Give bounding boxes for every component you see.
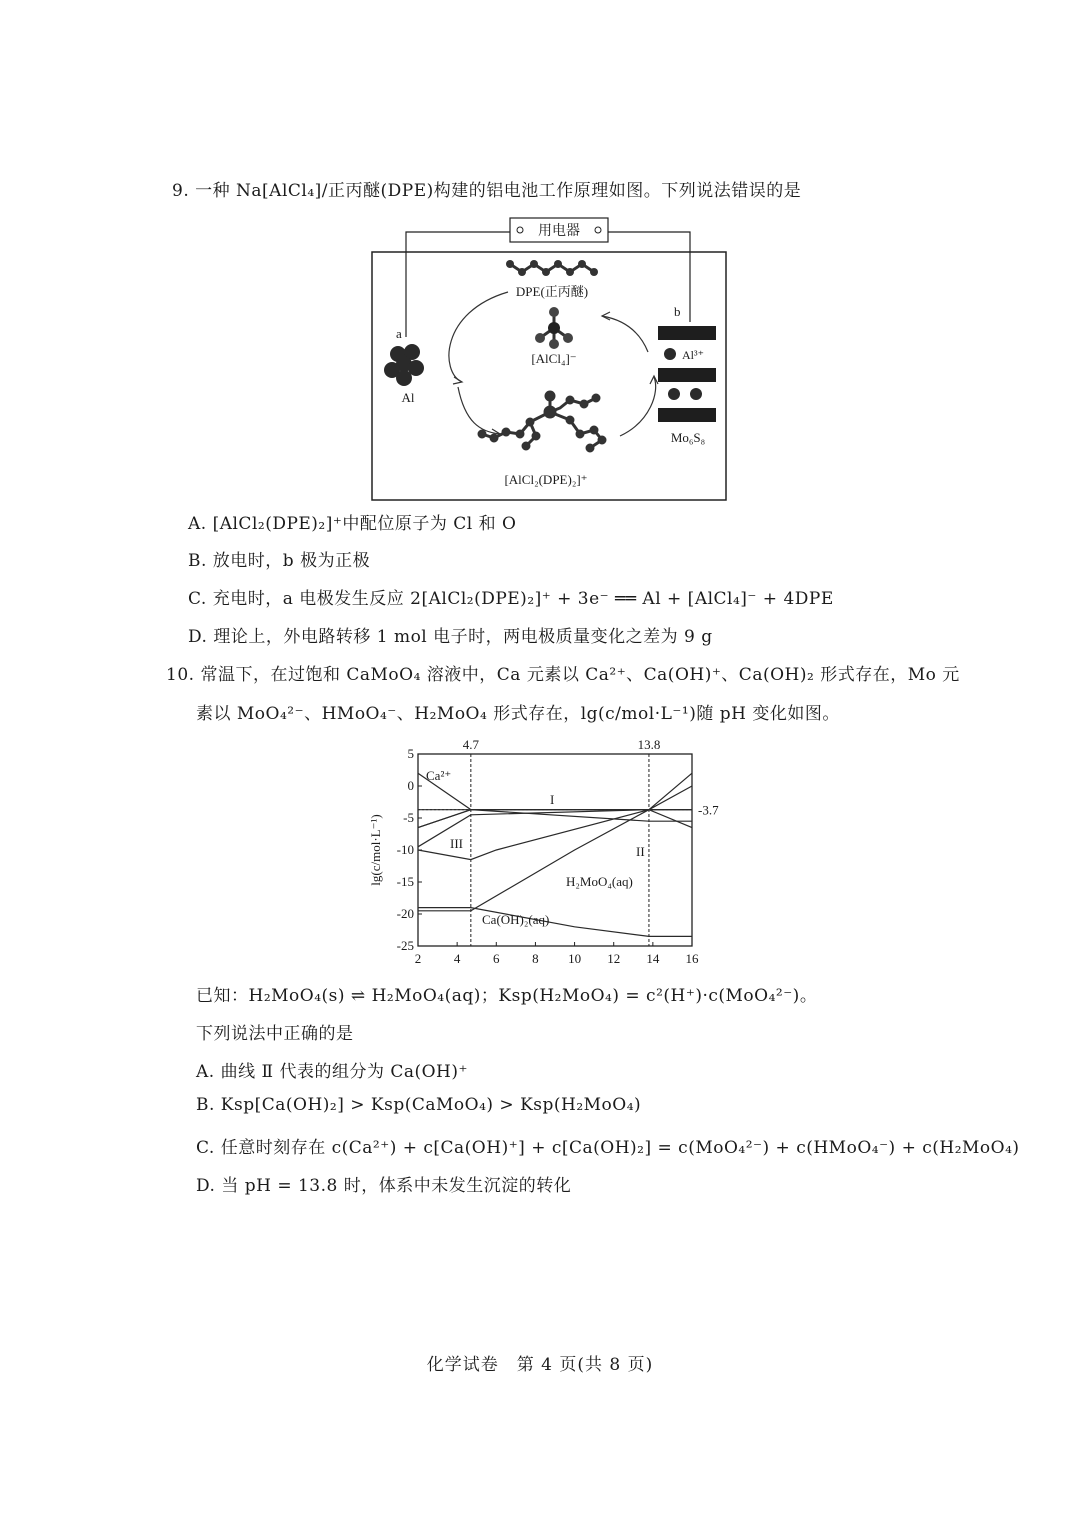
x-tick-label: 2 (414, 951, 422, 966)
arrow-head-1 (453, 377, 462, 384)
arrow-top-right (602, 316, 648, 352)
curve-label: Ca²⁺ (426, 768, 452, 783)
alcl4-molecule (535, 307, 573, 349)
x-tick-label: 12 (607, 951, 621, 966)
curve-label: H₂MoO₄(aq) (566, 874, 633, 889)
curve-label: II (636, 844, 645, 859)
species-chart (360, 732, 740, 984)
y-tick-label: 0 (407, 778, 414, 793)
arrow-top-left (449, 292, 508, 382)
arrow-head-3 (650, 376, 658, 384)
x-tick-label: 14 (646, 951, 660, 966)
y-tick-label: 5 (407, 746, 414, 761)
q10-stem-line1: 10. 常温下，在过饱和 CaMoO₄ 溶液中，Ca 元素以 Ca²⁺、Ca(OH)⁺、Ca(OH)₂ 形式存在，Mo 元 (166, 665, 960, 685)
wire-left (406, 232, 510, 337)
arrow-head-4 (602, 312, 610, 320)
complex-label: [AlCl₂(DPE)₂]⁺ (504, 472, 588, 487)
q9-option-c: C. 充电时，a 电极发生反应 2[AlCl₂(DPE)₂]⁺ + 3e⁻ ══ Al + [AlCl₄]⁻ + 4DPE (188, 589, 834, 609)
q10-option-d: D. 当 pH = 13.8 时，体系中未发生沉淀的转化 (196, 1176, 572, 1196)
curve-label: I (550, 792, 555, 807)
q9-stem: 9. 一种 Na[AlCl₄]/正丙醚(DPE)构建的铝电池工作原理如图。下列说法错误的是 (172, 181, 802, 201)
y-tick-label: -25 (396, 938, 414, 953)
y-tick-label: -10 (396, 842, 414, 857)
x-tick-label: 16 (685, 951, 699, 966)
dpe-label: DPE(正丙醚) (515, 284, 589, 299)
curve-label: III (450, 836, 463, 851)
al3-label: Al³⁺ (682, 348, 704, 362)
q10-known: 已知：H₂MoO₄(s) ⇌ H₂MoO₄(aq)；Ksp(H₂MoO₄) = c²(H⁺)·c(MoO₄²⁻)。 (196, 986, 818, 1006)
battery-diagram (370, 212, 730, 508)
hline-label: -3.7 (698, 802, 719, 818)
al-electrode (384, 344, 424, 386)
x-tick-label: 4 (453, 951, 461, 966)
electrode-b-label: Mo₆S₈ (670, 430, 706, 445)
q9-option-d: D. 理论上，外电路转移 1 mol 电子时，两电极质量变化之差为 9 g (188, 627, 713, 647)
y-tick-label: -20 (396, 906, 414, 921)
vline-label: 13.8 (637, 737, 661, 752)
alcl4-label: [AlCl₄]⁻ (531, 351, 577, 366)
q9-option-a: A. [AlCl₂(DPE)₂]⁺中配位原子为 Cl 和 O (188, 514, 517, 534)
electrode-a-letter: a (396, 326, 402, 341)
q10-option-b: B. Ksp[Ca(OH)₂] > Ksp(CaMoO₄) > Ksp(H₂MoO₄) (196, 1095, 642, 1115)
q9-option-b: B. 放电时，b 极为正极 (188, 551, 371, 571)
vline-label: 4.7 (462, 737, 479, 752)
series-line-H₂MoO₄(aq) (418, 908, 692, 937)
x-tick-label: 6 (493, 951, 500, 966)
q10-ask: 下列说法中正确的是 (196, 1024, 354, 1044)
complex-molecule (478, 391, 606, 452)
x-tick-label: 8 (532, 951, 539, 966)
mo6s8-electrode (658, 326, 716, 422)
q10-stem-line2: 素以 MoO₄²⁻、HMoO₄⁻、H₂MoO₄ 形式存在，lg(c/mol·L⁻¹)随 pH 变化如图。 (196, 704, 840, 724)
arrow-bottom-right (620, 377, 656, 436)
y-tick-label: -5 (403, 810, 414, 825)
arrow-bottom-left (458, 387, 500, 434)
q10-option-c: C. 任意时刻存在 c(Ca²⁺) + c[Ca(OH)⁺] + c[Ca(OH)₂] = c(MoO₄²⁻) + c(HMoO₄⁻) + c(H₂MoO₄) (196, 1138, 1020, 1158)
page-footer: 化学试卷 第 4 页(共 8 页) (426, 1355, 654, 1375)
x-tick-label: 10 (568, 951, 582, 966)
load-label: 用电器 (538, 224, 580, 239)
y-tick-label: -15 (396, 874, 414, 889)
y-axis-label: lg(c/mol·L⁻¹) (368, 814, 383, 886)
electrode-b-letter: b (674, 304, 681, 319)
series-line-Ca²⁺ (418, 773, 692, 809)
curve-label: Ca(OH)₂(aq) (482, 912, 550, 927)
electrode-a-label: Al (401, 390, 415, 405)
q10-option-a: A. 曲线 Ⅱ 代表的组分为 Ca(OH)⁺ (196, 1062, 468, 1082)
